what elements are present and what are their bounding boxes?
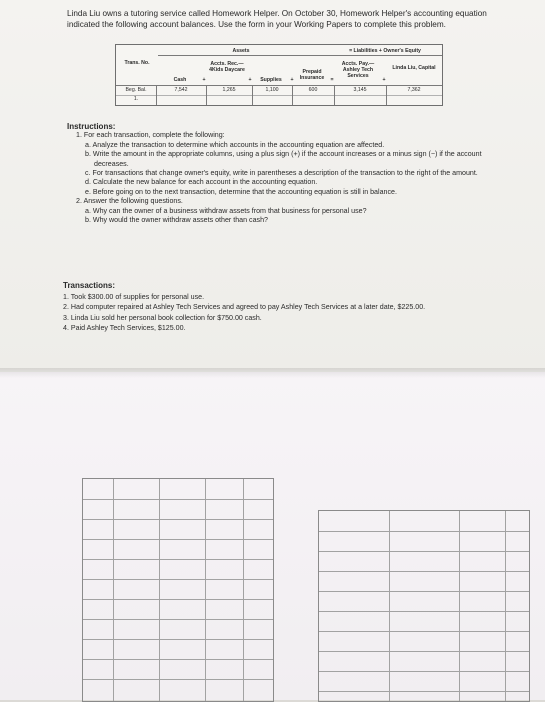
blank-worksheet-left <box>82 478 274 702</box>
transactions-title: Transactions: <box>63 281 116 290</box>
instruction-1e: e. Before going on to the next transaction, determine that the accounting equation is still in balance. <box>85 187 397 196</box>
op-plus-4: + <box>382 77 386 83</box>
instructions-title: Instructions: <box>67 122 116 131</box>
instructions-section <box>67 122 517 225</box>
instruction-2a: a. Why can the owner of a business withdraw assets from that business for personal use? <box>85 206 367 215</box>
header-bottom-rule <box>116 85 442 86</box>
assets-rule <box>158 55 328 56</box>
liabilities-rule <box>328 55 442 56</box>
transactions-section <box>63 281 513 334</box>
col-accts-pay: Accts. Pay.— Ashley Tech Services <box>341 61 375 79</box>
col-cash: Cash <box>173 77 187 83</box>
col-trans-no: Trans. No. <box>124 60 150 66</box>
assets-header: Assets <box>232 48 250 54</box>
problem-intro: Linda Liu owns a tutoring service called Homework Helper. On October 30, Homework Helper's accounting equation indicated the following account balances. Use the form in your Working Papers to complete this problem. <box>67 9 487 29</box>
transaction-1: 1. Took $300.00 of supplies for personal use. <box>63 292 205 301</box>
row-1-label: 1. <box>133 96 139 102</box>
instruction-2b: b. Why would the owner withdraw assets other than cash? <box>85 216 268 225</box>
beg-accts-rec: 1,265 <box>222 87 236 93</box>
page-fold-shadow <box>0 368 545 378</box>
transaction-2: 2. Had computer repaired at Ashley Tech Services and agreed to pay Ashley Tech Services at a later date, $225.00. <box>63 303 426 312</box>
col-prepaid-insurance: Prepaid Insurance <box>299 69 325 81</box>
beg-prepaid: 600 <box>308 87 318 93</box>
transaction-4: 4. Paid Ashley Tech Services, $125.00. <box>63 324 186 333</box>
col-capital: Linda Liu, Capital <box>392 65 436 71</box>
blank-worksheet-right <box>318 510 530 702</box>
instruction-2: 2. Answer the following questions. <box>76 197 183 206</box>
instruction-1d: d. Calculate the new balance for each account in the accounting equation. <box>85 178 318 187</box>
beg-capital: 7,362 <box>407 87 421 93</box>
op-plus-3: + <box>290 77 294 83</box>
row-rule <box>116 95 442 96</box>
accounting-equation-table <box>115 44 443 106</box>
beg-accts-pay: 3,145 <box>353 87 367 93</box>
row-beg-bal-label: Beg. Bal. <box>125 87 147 93</box>
instruction-1: 1. For each transaction, complete the following: <box>76 131 225 140</box>
beg-supplies: 1,100 <box>265 87 279 93</box>
beg-cash: 7,542 <box>174 87 188 93</box>
instruction-1b: b. Write the amount in the appropriate columns, using a plus sign (+) if the account increases or a minus sign (−) if the account decreases. <box>85 150 482 168</box>
op-plus-2: + <box>248 77 252 83</box>
op-plus-1: + <box>202 77 206 83</box>
col-accts-rec: Accts. Rec.— 4Kids Daycare <box>209 61 245 73</box>
instruction-1c: c. For transactions that change owner's equity, write in parentheses a description of the transaction to the right of the amount. <box>85 169 478 178</box>
instruction-1a: a. Analyze the transaction to determine which accounts in the accounting equation are affected. <box>85 140 385 149</box>
transaction-3: 3. Linda Liu sold her personal book collection for $750.00 cash. <box>63 313 262 322</box>
op-equals: = <box>330 77 334 83</box>
col-supplies: Supplies <box>260 77 282 83</box>
liabilities-equity-header: = Liabilities + Owner's Equity <box>349 48 421 54</box>
